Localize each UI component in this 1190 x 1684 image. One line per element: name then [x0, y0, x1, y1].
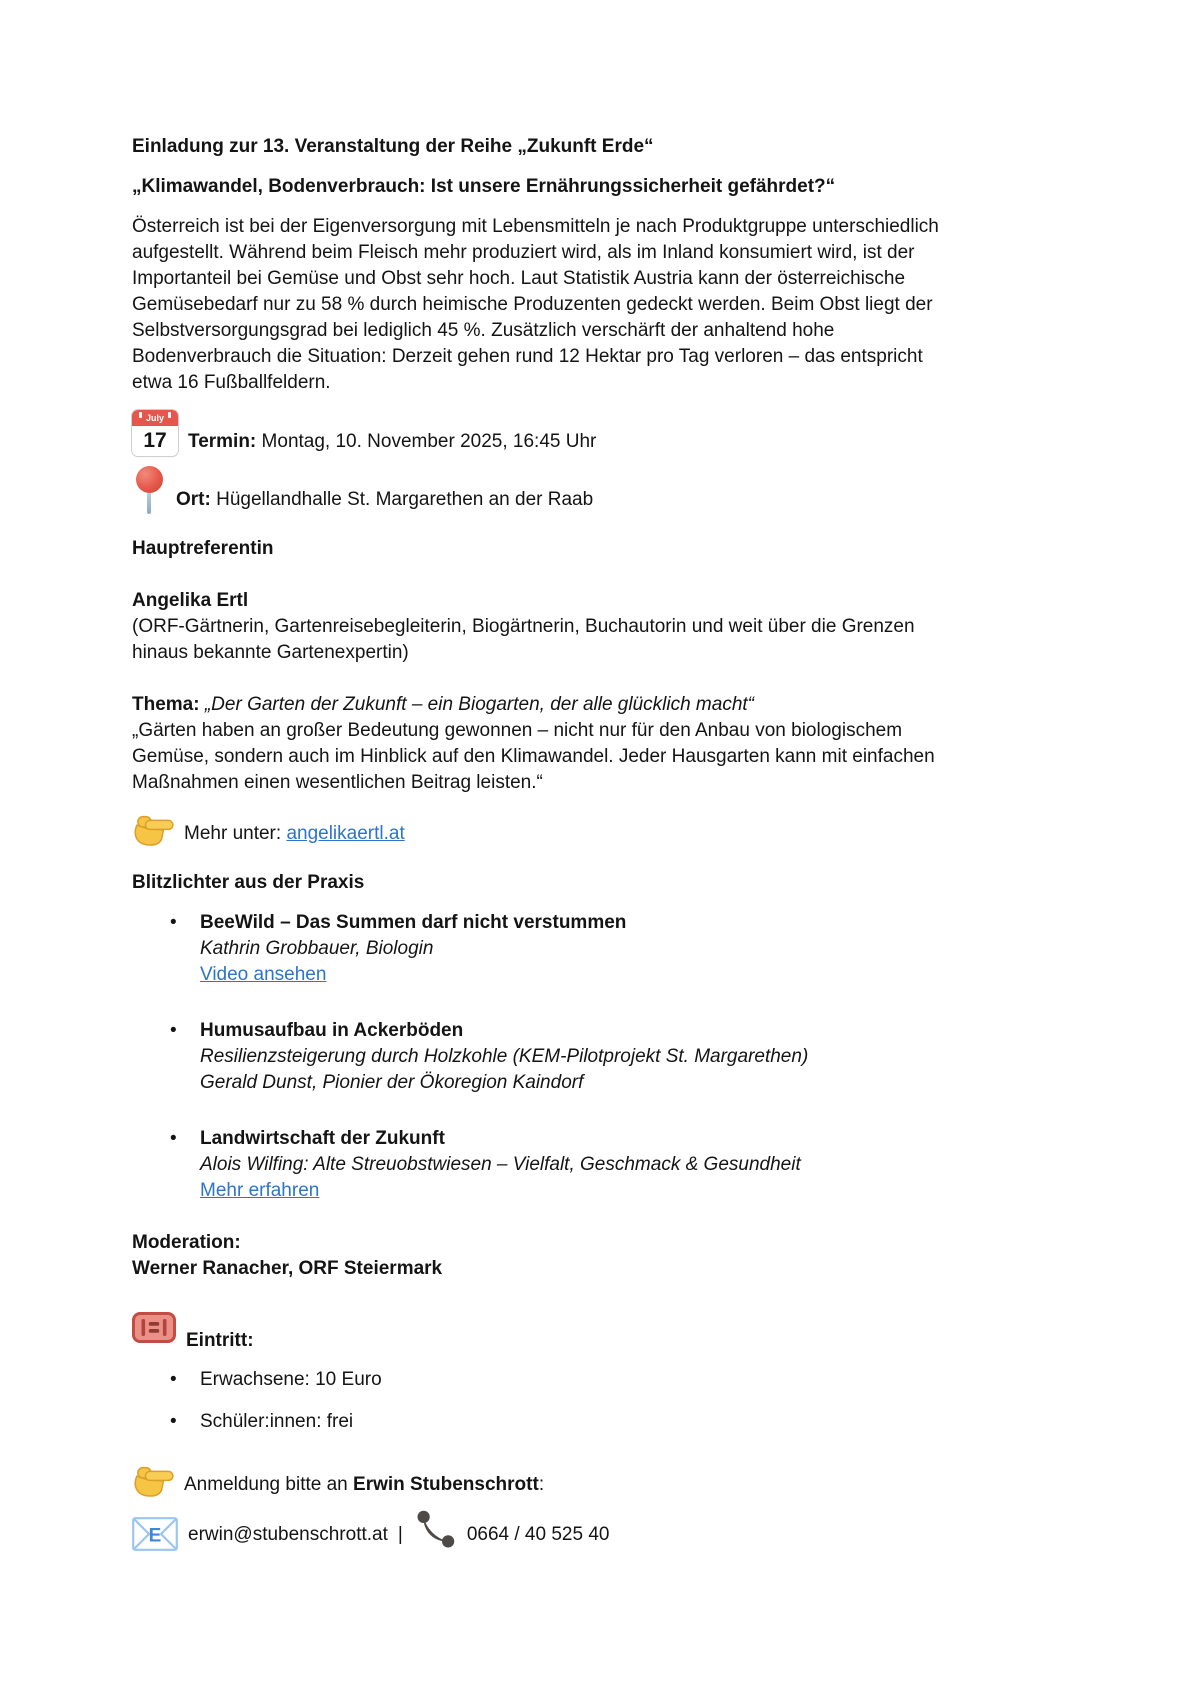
- email-letter: E: [148, 1525, 162, 1547]
- video-ansehen-link[interactable]: Video ansehen: [200, 964, 327, 985]
- document-title: Einladung zur 13. Veranstaltung der Reihe „Zukunft Erde“: [132, 136, 654, 157]
- calendar-icon: [132, 410, 178, 456]
- speaker-name: Angelika Ertl: [132, 590, 249, 611]
- list-item-beewild: [200, 910, 968, 988]
- calendar-month: July: [145, 413, 164, 423]
- bullet-title: • Humusaufbau in Ackerböden: [200, 1020, 464, 1041]
- angelikaertl-link[interactable]: angelikaertl.at: [286, 823, 405, 844]
- anmeldung-row: [132, 1461, 968, 1499]
- mehr-erfahren-link[interactable]: Mehr erfahren: [200, 1180, 320, 1201]
- bullet-speaker: Alois Wilfing: Alte Streuobstwiesen – Vielfalt, Geschmack & Gesundheit: [200, 1154, 801, 1175]
- moderation-value: Werner Ranacher, ORF Steiermark: [132, 1258, 443, 1279]
- phone-receiver-icon: [413, 1509, 457, 1551]
- pointing-right-hand-icon: [132, 1461, 174, 1497]
- contact-phone: 0664 / 40 525 40: [466, 1524, 610, 1545]
- eintritt-label: Eintritt:: [186, 1330, 254, 1351]
- eintritt-row: [132, 1312, 968, 1355]
- document-subtitle: „Klimawandel, Bodenverbrauch: Ist unsere Ernährungssicherheit gefährdet?“: [132, 176, 836, 197]
- contact-separator: |: [397, 1524, 403, 1545]
- ort-line: [176, 487, 593, 514]
- calendar-pin-right: [168, 412, 171, 418]
- termin-row: [132, 410, 968, 456]
- bullet-speaker: Kathrin Grobbauer, Biologin: [200, 938, 434, 959]
- ort-value: Hügellandhalle St. Margarethen an der Raab: [216, 489, 594, 510]
- termin-line: [188, 429, 596, 456]
- blitzlichter-heading: Blitzlichter aus der Praxis: [132, 872, 365, 893]
- pointing-right-hand-icon: [132, 810, 174, 846]
- thema-line: [132, 692, 968, 718]
- thema-title: „Der Garten der Zukunft – ein Biogarten, der alle glücklich macht“: [204, 694, 755, 715]
- bullet-speaker: Gerald Dunst, Pionier der Ökoregion Kaindorf: [200, 1072, 584, 1093]
- ort-label: Ort:: [176, 489, 211, 510]
- mehr-unter-label: Mehr unter:: [184, 823, 282, 844]
- list-item-humusaufbau: [200, 1018, 968, 1096]
- hauptreferentin-heading: Hauptreferentin: [132, 538, 274, 559]
- calendar-day: 17: [143, 429, 167, 452]
- contact-row: [132, 1509, 968, 1551]
- intro-paragraph: Österreich ist bei der Eigenversorgung mit Lebensmitteln je nach Produktgruppe unterschiedlich aufgestellt. Während beim Fleisch mehr produziert wird, als im Inland konsumiert wird, ist der Importanteil bei Gemüse und Obst sehr hoch. Laut Statistik Austria kann der österreichische Gemüsebedarf nur zu 58 % durch heimische Produzenten gedeckt werden. Beim Obst liegt der Selbstversorgungsgrad bei lediglich 45 %. Zusätzlich verschärft der anhaltend hohe Bodenverbrauch die Situation: Derzeit gehen rund 12 Hektar pro Tag verloren – das entspricht etwa 16 Fußballfeldern.: [132, 216, 939, 393]
- calendar-pin-left: [139, 412, 142, 418]
- moderation-label: Moderation:: [132, 1232, 241, 1253]
- thema-quote: „Gärten haben an großer Bedeutung gewonnen – nicht nur für den Anbau von biologischem Gemüse, sondern auch im Hinblick auf den Klimawandel. Jeder Hausgarten kann mit einfachen Maßnahmen einen wesentlichen Beitrag leisten.“: [132, 720, 935, 793]
- termin-label: Termin:: [188, 431, 257, 452]
- ticket-icon: [132, 1312, 176, 1343]
- anmeldung-line: [184, 1472, 544, 1499]
- thema-label: Thema:: [132, 694, 200, 715]
- termin-value: Montag, 10. November 2025, 16:45 Uhr: [261, 431, 597, 452]
- mehr-unter-line: [184, 821, 405, 848]
- list-item-landwirtschaft: [200, 1126, 968, 1204]
- speaker-description: (ORF-Gärtnerin, Gartenreisebegleiterin, Biogärtnerin, Buchautorin und weit über die Grenzen hinaus bekannte Gartenexpertin): [132, 616, 915, 663]
- mehr-unter-row: [132, 810, 968, 848]
- contact-email[interactable]: erwin@stubenschrott.at: [188, 1524, 388, 1545]
- pushpin-icon: [132, 466, 166, 514]
- eintritt-list: [132, 1367, 968, 1435]
- anmeldung-prefix: Anmeldung bitte an: [184, 1474, 348, 1495]
- ort-row: [132, 466, 968, 514]
- praxis-list: [132, 910, 968, 1204]
- anmeldung-suffix: :: [538, 1474, 545, 1495]
- bullet-title: • BeeWild – Das Summen darf nicht verstummen: [200, 912, 627, 933]
- list-item-schueler: • Schüler:innen: frei: [200, 1409, 968, 1435]
- bullet-title: • Landwirtschaft der Zukunft: [200, 1128, 445, 1149]
- email-icon: [132, 1517, 178, 1551]
- bullet-subtitle: Resilienzsteigerung durch Holzkohle (KEM-Pilotprojekt St. Margarethen): [200, 1046, 809, 1067]
- anmeldung-name: Erwin Stubenschrott: [353, 1474, 539, 1495]
- list-item-erwachsene: • Erwachsene: 10 Euro: [200, 1367, 968, 1393]
